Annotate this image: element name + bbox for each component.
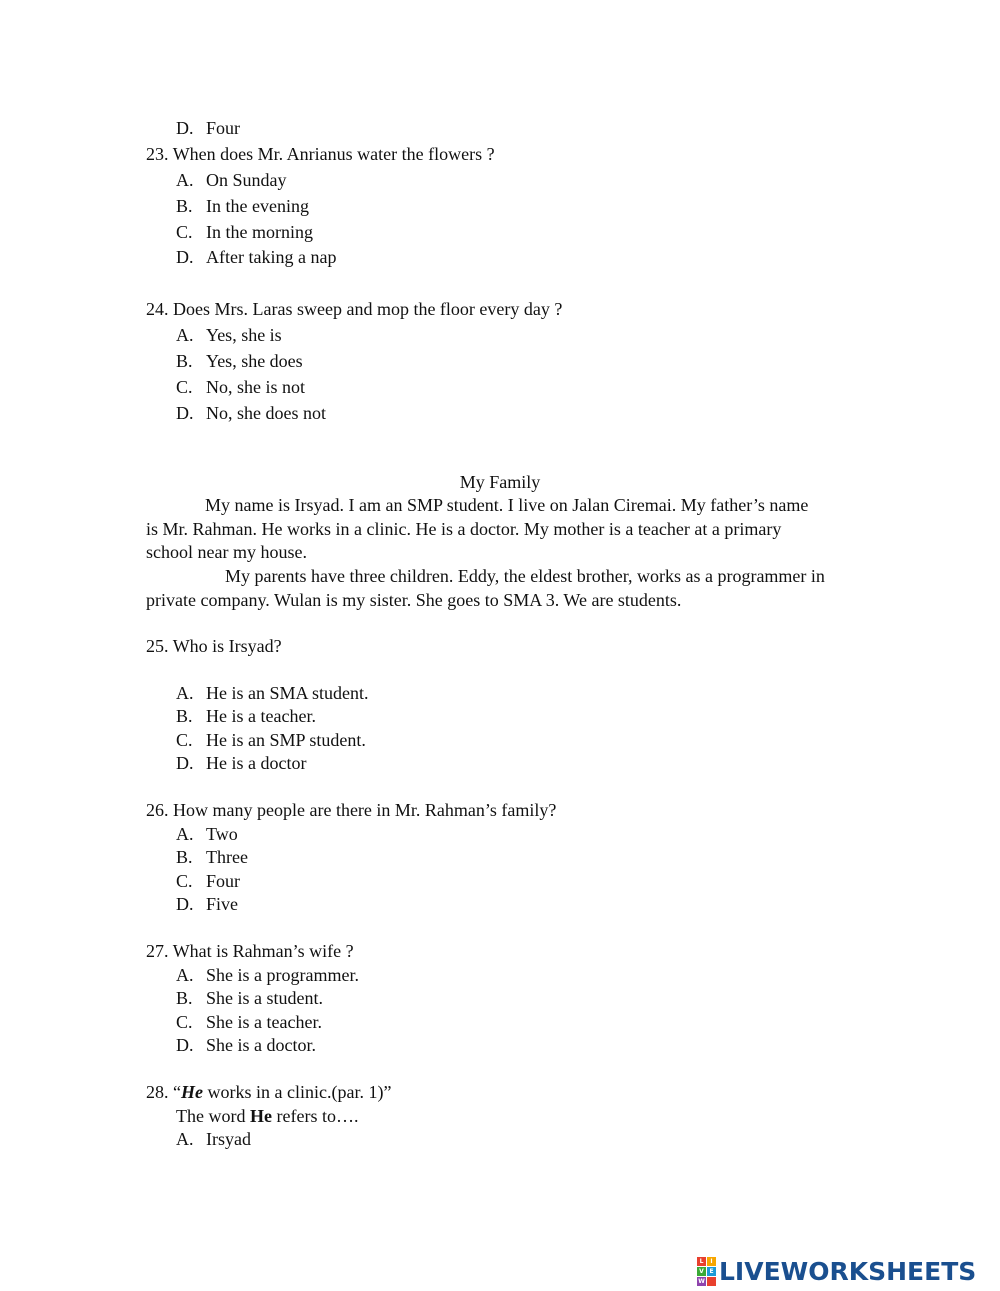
q26-option-a: A. Two — [176, 824, 238, 844]
q28-question: 28. “He works in a clinic.(par. 1)” — [146, 1082, 392, 1102]
liveworksheets-logo[interactable] — [697, 1256, 976, 1286]
q22-option-d: D. Four — [176, 118, 241, 138]
q25-option-d: D. He is a doctor — [176, 753, 307, 773]
q26-option-d: D. Five — [176, 894, 239, 914]
reading-title: My Family — [459, 472, 541, 492]
q26-option-c: C. Four — [176, 871, 241, 891]
q23-option-a: A. On Sunday — [176, 170, 287, 190]
logo-text: LIVEWORKSHEETS — [719, 1256, 977, 1286]
q24-question: 24. Does Mrs. Laras sweep and mop the floor every day ? — [146, 299, 563, 319]
q23-option-b: B. In the evening — [176, 196, 309, 216]
reading-p2-line1: My parents have three children. Eddy, the eldest brother, works as a programmer in — [225, 566, 825, 586]
q25-option-c: C. He is an SMP student. — [176, 730, 366, 750]
q24-option-c: C. No, she is not — [176, 377, 305, 397]
q27-option-d: D. She is a doctor. — [176, 1035, 316, 1055]
q26-option-b: B. Three — [176, 847, 248, 867]
logo-blocks-icon: L I V E W — [697, 1257, 716, 1286]
q25-option-a: A. He is an SMA student. — [176, 683, 369, 703]
q23-option-d: D. After taking a nap — [176, 247, 337, 267]
q27-option-b: B. She is a student. — [176, 988, 323, 1008]
q28-prompt: The word He refers to…. — [176, 1106, 359, 1126]
reading-p1-line3: school near my house. — [146, 542, 307, 562]
reading-p1-line2: is Mr. Rahman. He works in a clinic. He is a doctor. My mother is a teacher at a primary — [146, 519, 782, 539]
reading-p1-line1: My name is Irsyad. I am an SMP student. I live on Jalan Ciremai. My father’s name — [205, 495, 809, 515]
q25-question: 25. Who is Irsyad? — [146, 636, 282, 656]
q23-option-c: C. In the morning — [176, 222, 313, 242]
q24-option-a: A. Yes, she is — [176, 325, 282, 345]
q28-option-a: A. Irsyad — [176, 1129, 251, 1149]
q25-option-b: B. He is a teacher. — [176, 706, 316, 726]
q27-option-a: A. She is a programmer. — [176, 965, 359, 985]
q27-question: 27. What is Rahman’s wife ? — [146, 941, 354, 961]
q28-emphasis-word: He — [181, 1082, 203, 1102]
q24-option-b: B. Yes, she does — [176, 351, 303, 371]
q24-option-d: D. No, she does not — [176, 403, 326, 423]
q23-question: 23. When does Mr. Anrianus water the flowers ? — [146, 144, 495, 164]
q26-question: 26. How many people are there in Mr. Rahman’s family? — [146, 800, 557, 820]
q27-option-c: C. She is a teacher. — [176, 1012, 322, 1032]
reading-p2-line2: private company. Wulan is my sister. She goes to SMA 3. We are students. — [146, 590, 682, 610]
